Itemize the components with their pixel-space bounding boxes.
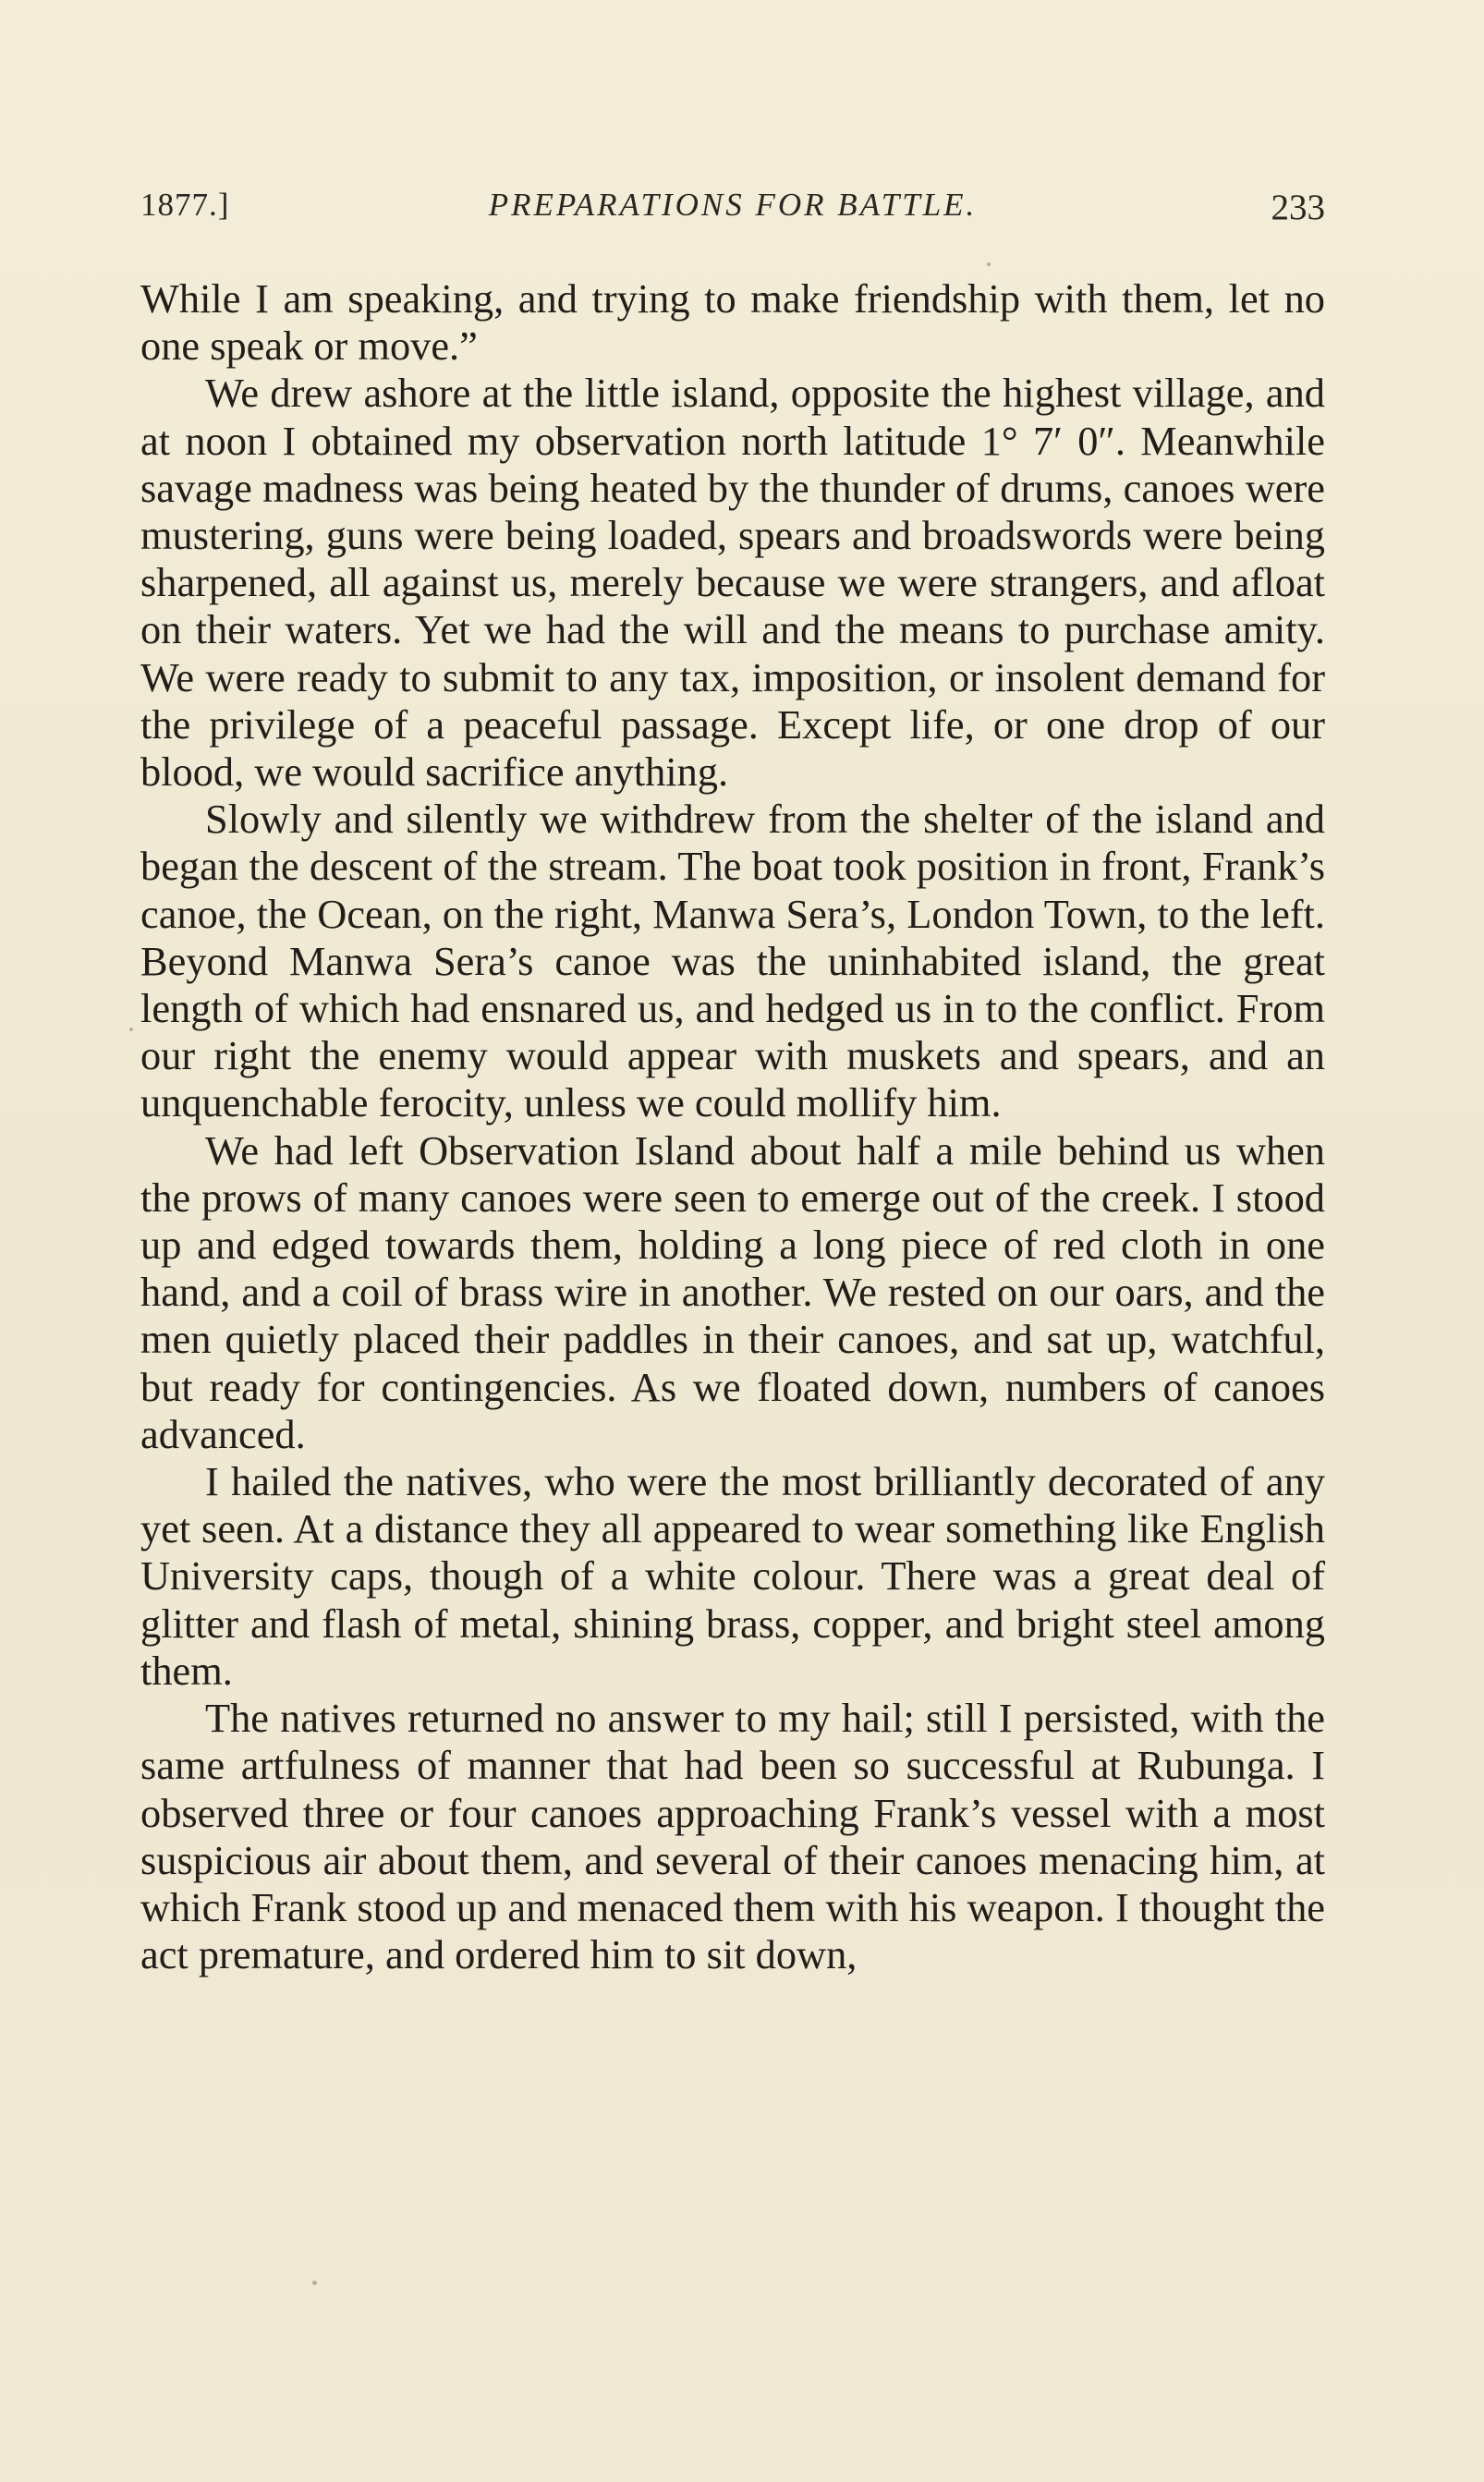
paragraph: We drew ashore at the little island, opposite the highest village, and at noon I obtained my observation north latitude 1° 7′ 0″. Meanwhile savage madness was being heated by the thunder of drums, canoes were mustering, guns were being loaded, spears and broadswords were being sharpened, all against us, merely because we were strangers, and afloat on their waters. Yet we had the will and the means to purchase amity. We were ready to submit to any tax, imposition, or insolent demand for the privilege of a peaceful passage. Except life, or one drop of our blood, we would sacrifice anything. [140, 370, 1325, 796]
body-text [140, 275, 1325, 1978]
paper-speck [312, 2281, 317, 2285]
header-year: 1877.] [140, 187, 230, 223]
paper-speck [987, 262, 991, 266]
paragraph: While I am speaking, and trying to make friendship with them, let no one speak or move.” [140, 275, 1325, 370]
paragraph: The natives returned no answer to my hail; still I persisted, with the same artfulness of manner that had been so successful at Rubunga. I observed three or four canoes approaching Frank’s vessel with a most suspicious air about them, and several of their canoes menacing him, at which Frank stood up and menaced them with his weapon. I thought the act premature, and ordered him to sit down, [140, 1695, 1325, 1978]
paragraph: I hailed the natives, who were the most brilliantly decorated of any yet seen. At a distance they all appeared to wear something like English University caps, though of a white colour. There was a great deal of glitter and flash of metal, shining brass, copper, and bright steel among them. [140, 1458, 1325, 1694]
paragraph: Slowly and silently we withdrew from the shelter of the island and began the descent of the stream. The boat took position in front, Frank’s canoe, the Ocean, on the right, Manwa Sera’s, London Town, to the left. Beyond Manwa Sera’s canoe was the uninhabited island, the great length of which had ensnared us, and hedged us in to the conflict. From our right the enemy would appear with muskets and spears, and an unquenchable ferocity, unless we could mollify him. [140, 796, 1325, 1126]
page-number: 233 [1271, 188, 1325, 227]
page-header [140, 187, 1325, 238]
paragraph: We had left Observation Island about half a mile behind us when the prows of many canoes were seen to emerge out of the creek. I stood up and edged towards them, holding a long piece of red cloth in one hand, and a coil of brass wire in another. We rested on our oars, and the men quietly placed their paddles in their canoes, and sat up, watchful, but ready for contingencies. As we floated down, numbers of canoes advanced. [140, 1126, 1325, 1457]
paper-speck [129, 1028, 133, 1031]
running-title: PREPARATIONS FOR BATTLE. [488, 187, 978, 223]
